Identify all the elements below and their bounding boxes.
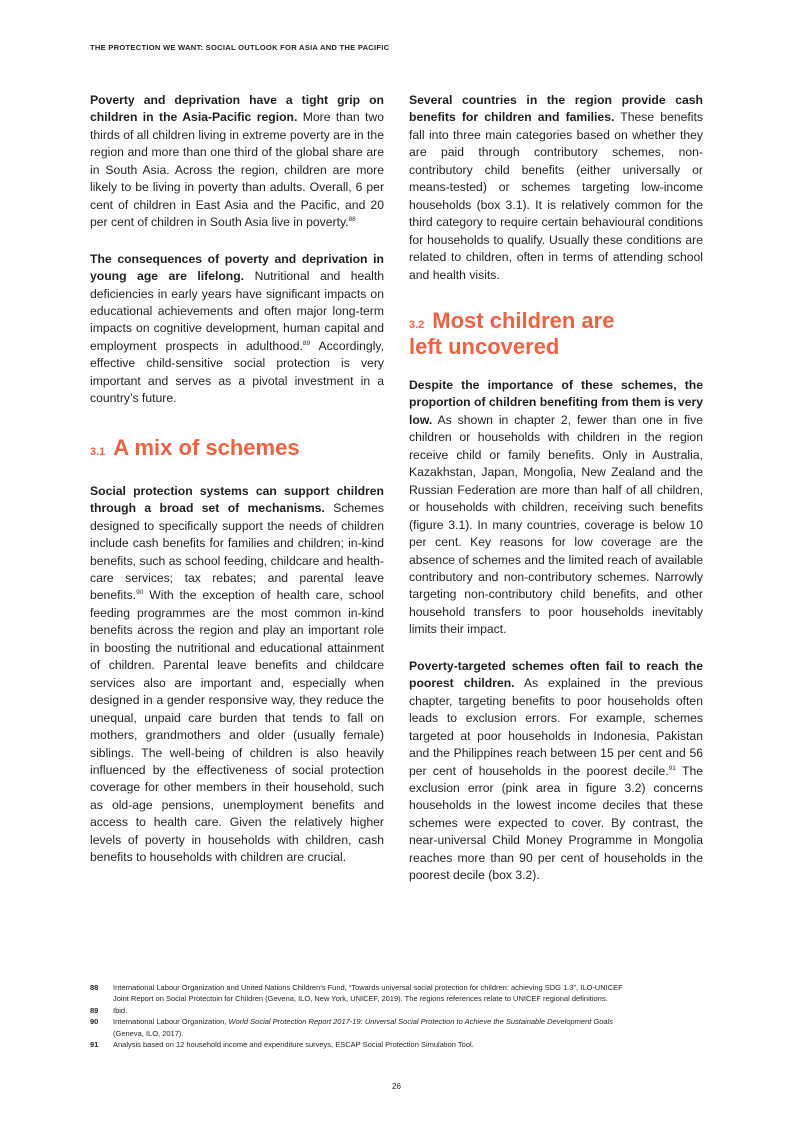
right-column bbox=[409, 92, 703, 885]
footnote-author: International Labour Organization, bbox=[113, 1017, 229, 1027]
footnotes bbox=[90, 982, 710, 1050]
section-title: A mix of schemes bbox=[113, 434, 300, 460]
paragraph-lead: Several countries in the region provide cash benefits for children and families. bbox=[409, 93, 703, 125]
paragraph-lead: The consequences of poverty and deprivation in young age are lifelong. bbox=[90, 251, 384, 284]
footnote-88 bbox=[90, 982, 710, 1005]
section-heading-3-1 bbox=[90, 435, 384, 461]
paragraph-text: Nutritional and health deficiencies in early years have significant impacts on educational achievements and often major long-term impacts on cognitive development, human capital and employment prospects in adulthood. bbox=[90, 269, 384, 353]
footnote-text: Analysis based on 12 household income and expenditure surveys, ESCAP Social Protection Simulation Tool. bbox=[113, 1040, 474, 1050]
footnote-line: Joint Report on Social Protectoin for Children (Gevena, ILO, New York, UNICEF, 2019). The regions references relate to UNICEF regional definitions. bbox=[113, 994, 608, 1004]
paragraph-text: Schemes designed to specifically support the needs of children include cash benefits for families and children; in-kind benefits, such as school feeding, childcare and health-care services; tax rebates; and parental leave benefits. bbox=[90, 501, 384, 603]
paragraph-lifelong-consequences bbox=[90, 251, 384, 408]
running-header: THE PROTECTION WE WANT: SOCIAL OUTLOOK FOR ASIA AND THE PACIFIC bbox=[90, 43, 390, 52]
section-title-line1: Most children are bbox=[432, 307, 615, 333]
footnote-ref-89[interactable]: 89 bbox=[302, 339, 311, 347]
footnote-89 bbox=[90, 1005, 710, 1016]
paragraph-poverty-targeted bbox=[409, 658, 703, 885]
section-title-line2: left uncovered bbox=[409, 333, 560, 359]
footnote-ref-90[interactable]: 90 bbox=[136, 589, 144, 597]
paragraph-coverage-low bbox=[409, 377, 703, 639]
footnote-text: Ibid. bbox=[113, 1005, 128, 1015]
section-number: 3.1 bbox=[90, 445, 106, 458]
footnote-number: 91 bbox=[90, 1040, 99, 1050]
footnote-text bbox=[113, 982, 710, 1005]
footnote-ref-88[interactable]: 88 bbox=[348, 216, 356, 224]
footnote-line bbox=[113, 1016, 710, 1027]
paragraph-text: As explained in the previous chapter, targeting benefits to poor households often leads to exclusion errors. For example, schemes targeted at poor households in Indonesia, Pakistan and the Philippines reach between 15 per cent and 56 per cent of households in the poorest decile. bbox=[409, 676, 703, 778]
footnote-text bbox=[113, 1016, 710, 1039]
paragraph-text: More than two thirds of all children living in extreme poverty are in the region and more than one third of the global share are in South Asia. Across the region, children are more likely to be living in poverty than adults. Overall, 6 per cent of children in East Asia and the Pacific, and 20 per cent of children in South Asia live in poverty. bbox=[90, 110, 384, 230]
footnote-title: World Social Protection Report 2017-19: Universal Social Protection to Achieve the Sustainable Development Goals bbox=[228, 1017, 614, 1027]
left-column bbox=[90, 92, 384, 867]
section-heading-line bbox=[409, 308, 703, 334]
paragraph-lead: Poverty and deprivation have a tight grip on children in the Asia-Pacific region. bbox=[90, 93, 384, 125]
paragraph-text: The exclusion error (pink area in figure 3.2) concerns households in the lowest income deciles that these schemes were expected to cover. By contrast, the near-universal Child Money Programme in Mongolia reaches more than 90 per cent of households in the poorest decile (box 3.2). bbox=[409, 763, 704, 883]
section-heading-3-2 bbox=[409, 308, 703, 360]
paragraph-lead: Poverty-targeted schemes often fail to reach the poorest children. bbox=[409, 658, 703, 691]
footnote-line: (Geneva, ILO, 2017). bbox=[113, 1028, 184, 1038]
page-number: 26 bbox=[392, 1082, 401, 1091]
paragraph-text: Accordingly, effective child-sensitive social protection is very important and serves as a pivotal investment in a country’s future. bbox=[90, 338, 384, 406]
paragraph-lead: Social protection systems can support children through a broad set of mechanisms. bbox=[90, 483, 384, 516]
footnote-ref-91[interactable]: 91 bbox=[668, 764, 676, 772]
footnote-number: 89 bbox=[90, 1005, 99, 1015]
footnote-number: 88 bbox=[90, 983, 99, 992]
paragraph-text: With the exception of health care, school feeding programmes are the most common in-kind benefits across the region and play an important role in boosting the nutritional and educational attainment of children. Parental leave benefits and childcare services also are important and, especially when designed in a gender responsive way, they reduce the unequal, unpaid care burden that tends to fall on mothers, grandmothers and older (usually female) siblings. The well-being of children is also heavily influenced by the effectiveness of social protection coverage for other members in their household, such as old-age pensions, unemployment benefits and access to health care. Given the relatively higher levels of poverty in households with children, cash benefits to households with children are crucial. bbox=[90, 588, 384, 865]
paragraph-poverty-grip bbox=[90, 92, 384, 232]
footnote-90 bbox=[90, 1016, 710, 1039]
paragraph-text: These benefits fall into three main categories based on whether they are paid through contributory schemes, non-contributory child benefits (either universally or means-tested) or schemes targeting low-income households (box 3.1). It is relatively common for the third category to require certain behavioural conditions for households to qualify. Usually these conditions are related to children, often in terms of attending school and health visits. bbox=[409, 110, 703, 282]
paragraph-cash-benefits bbox=[409, 92, 703, 284]
footnote-number: 90 bbox=[90, 1017, 99, 1027]
footnote-91 bbox=[90, 1039, 710, 1050]
section-number: 3.2 bbox=[409, 318, 425, 331]
paragraph-text: As shown in chapter 2, fewer than one in five children or households with children in the region receive child or family benefits. Only in Australia, Kazakhstan, Japan, Mongolia, New Zealand and the Russian Federation are more than half of all children, or households with children, receiving such benefits (figure 3.1). In many countries, coverage is below 10 per cent. Key reasons for low coverage are the absence of schemes and the limited reach of available contributory and non-contributory schemes. Narrowly targeting non-contributory child benefits, and other household transfers to poor households inevitably limits their impact. bbox=[409, 412, 703, 637]
footnote-line: International Labour Organization and United Nations Children’s Fund, “Towards universal social protection for children: achieving SDG 1.3”, ILO-UNICEF bbox=[113, 983, 623, 992]
paragraph-mechanisms bbox=[90, 483, 384, 867]
paragraph-lead: Despite the importance of these schemes, the proportion of children benefiting from them is very low. bbox=[409, 377, 703, 427]
